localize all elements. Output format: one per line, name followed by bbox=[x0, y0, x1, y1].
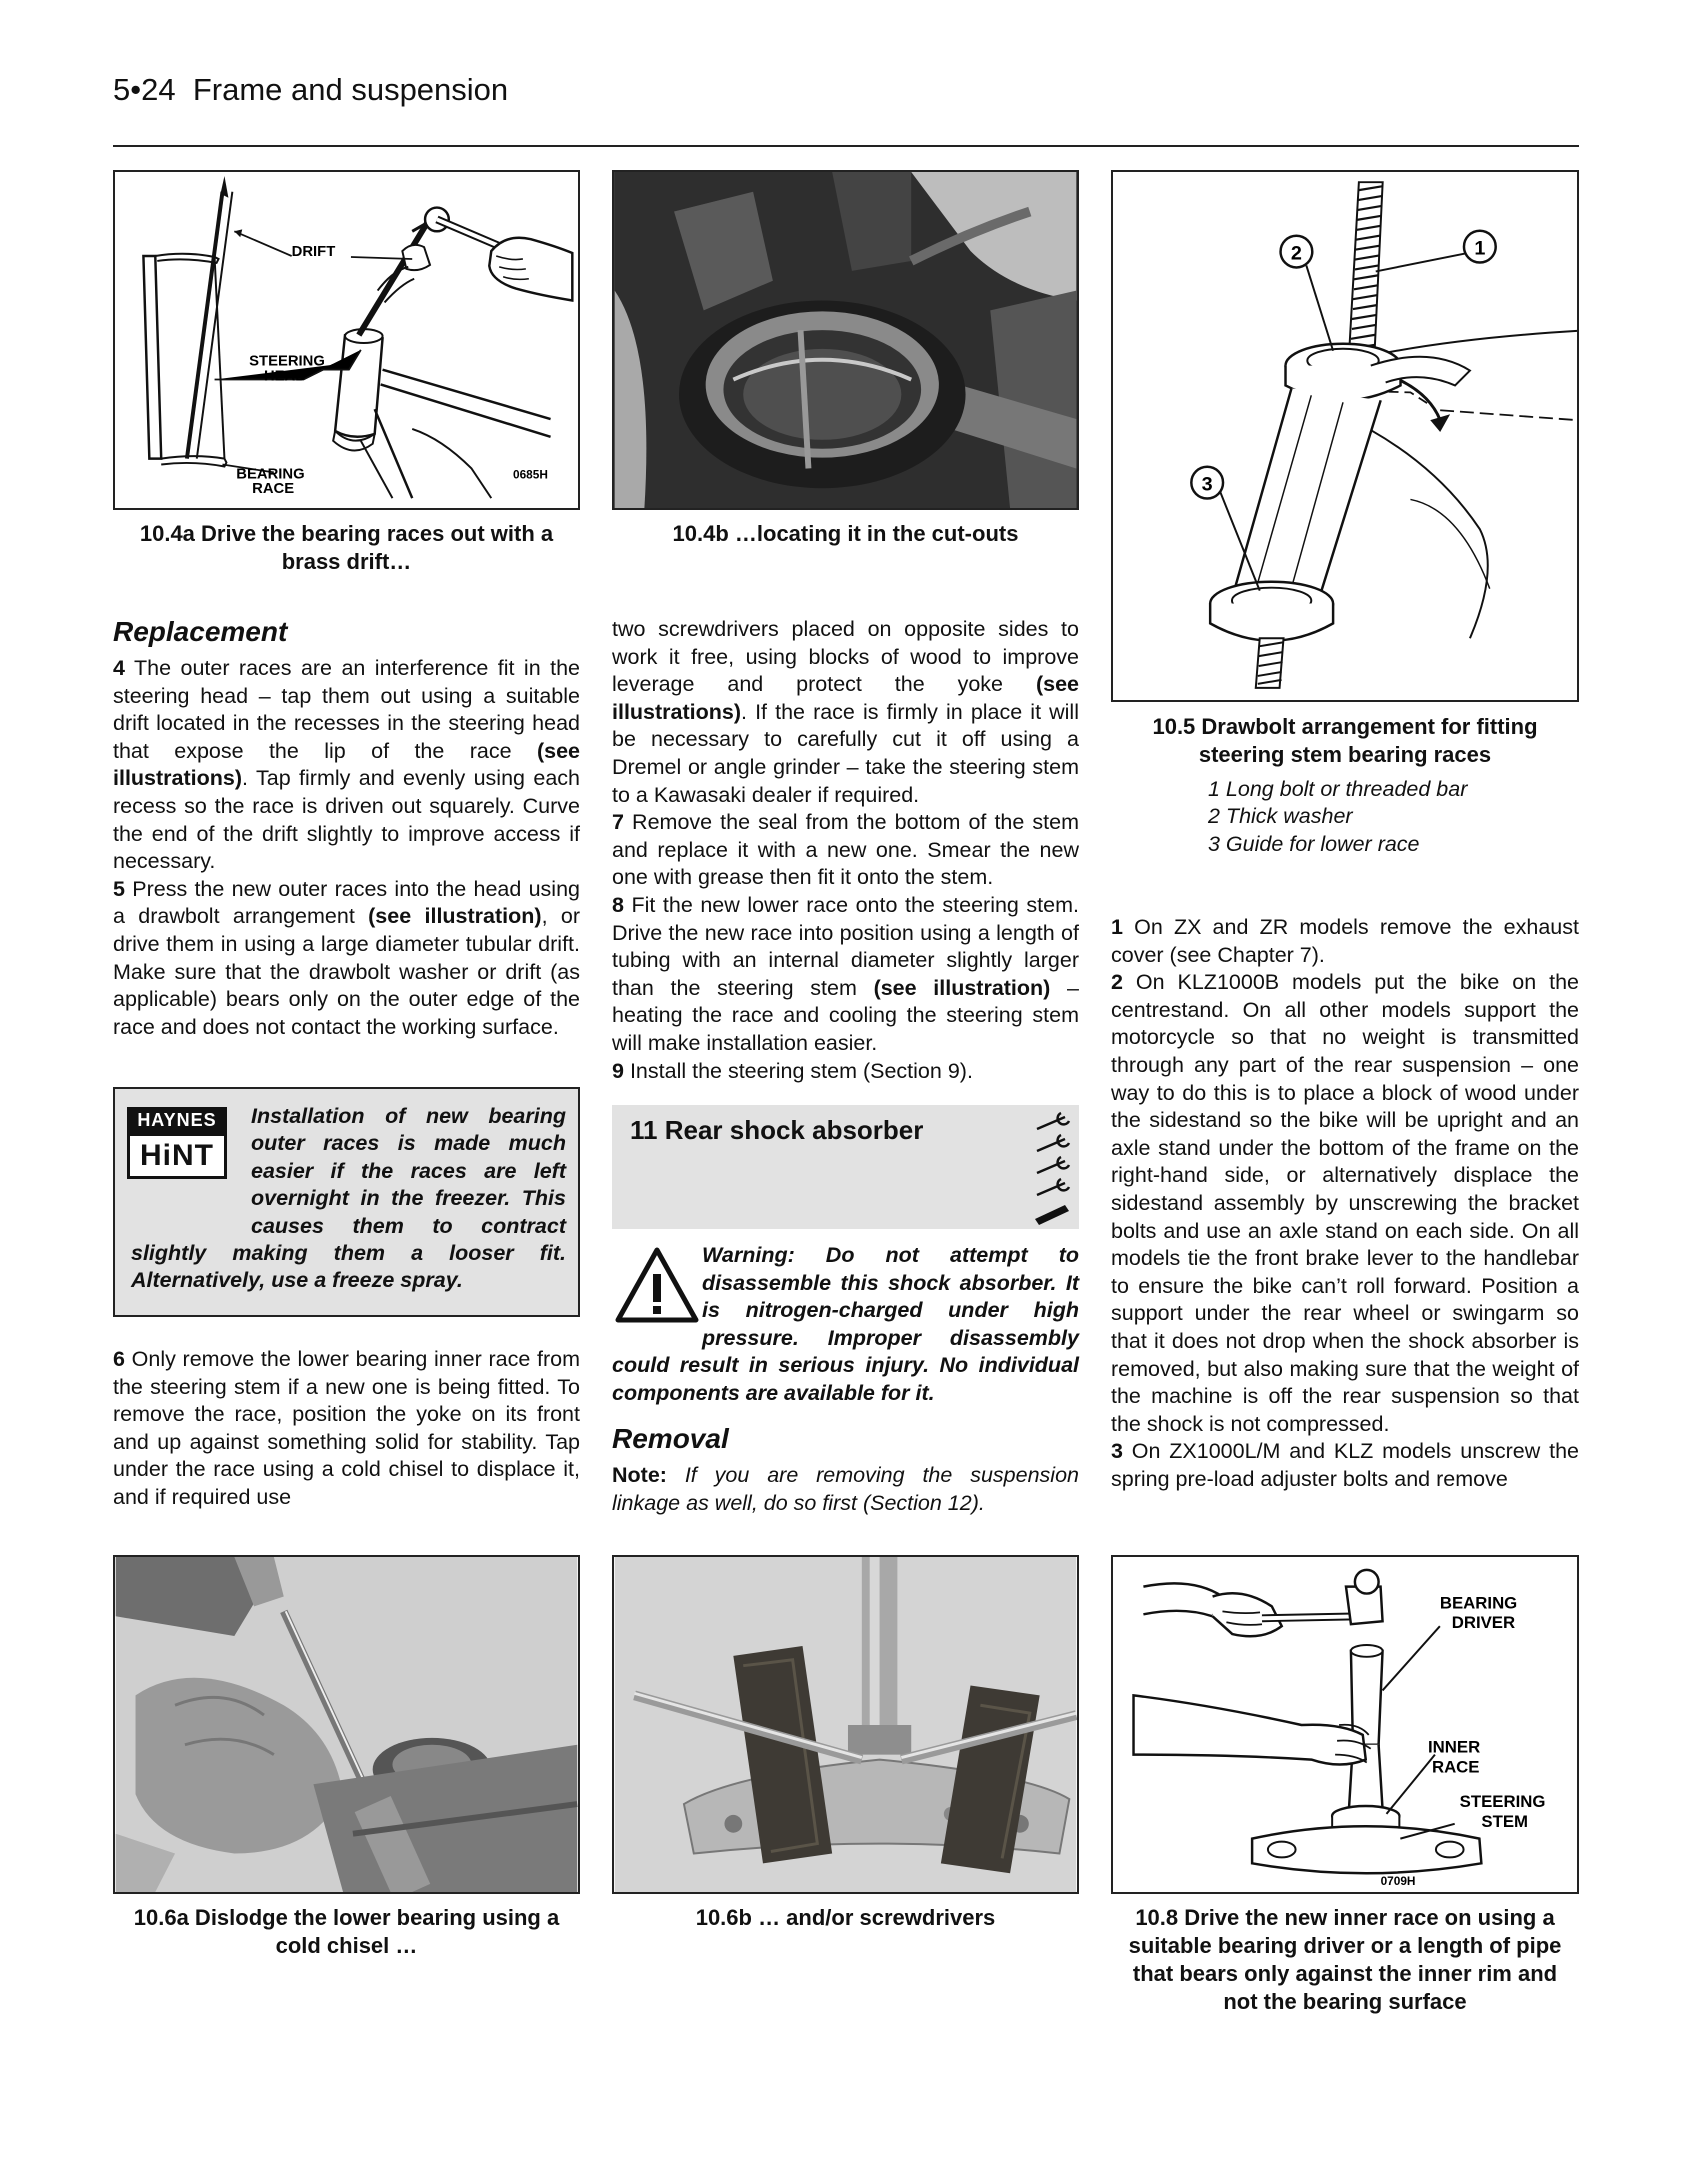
photo-steering-head-cutouts bbox=[614, 172, 1077, 508]
caption-10-4a: 10.4a Drive the bearing races out with a brass drift… bbox=[139, 521, 554, 574]
column-1 bbox=[113, 615, 580, 1041]
haynes-hint-logo: HAYNES HiNT bbox=[127, 1107, 227, 1179]
figure-10-6b bbox=[612, 1555, 1079, 1894]
page-header bbox=[113, 72, 508, 108]
paragraph-7: 7 Remove the seal from the bottom of the stem and replace it with a new one. Smear the new one with grease then fit it onto the stem. bbox=[612, 810, 1079, 890]
callout-1: 1 bbox=[1474, 237, 1486, 260]
label-steering-stem-2: STEM bbox=[1481, 1811, 1528, 1831]
column-2-lower bbox=[612, 1422, 1079, 1517]
label-bearing-race-2: RACE bbox=[252, 481, 295, 498]
warning-text: Warning: Do not attempt to disassemble this shock absorber. It is nitrogen-charged under high pressure. Improper disassembly could result in serious injury. No individual components are available for it. bbox=[612, 1243, 1079, 1405]
column-3 bbox=[1111, 914, 1579, 1493]
label-inner-race-1: INNER bbox=[1428, 1737, 1481, 1757]
caption-10-8: 10.8 Drive the new inner race on using a suitable bearing driver or a length of pipe that bears only against the inner rim and not the bearing surface bbox=[1128, 1905, 1562, 2014]
label-steering-head-1: STEERING bbox=[249, 353, 325, 370]
figure-10-6a bbox=[113, 1555, 580, 1894]
drawbolt-diagram bbox=[1113, 172, 1577, 700]
caption-10-6a: 10.6a Dislodge the lower bearing using a cold chisel … bbox=[133, 1905, 560, 1958]
label-bearing-driver-1: BEARING bbox=[1439, 1593, 1518, 1613]
section-11-header bbox=[612, 1105, 1079, 1229]
label-steering-stem-1: STEERING bbox=[1459, 1792, 1546, 1812]
paragraph-1: 1 On ZX and ZR models remove the exhaust cover (see Chapter 7). bbox=[1111, 915, 1579, 967]
page-number: 5•24 bbox=[113, 72, 176, 107]
hint-text: Installation of new bearing outer races is made much easier if the races are left overnight in the freezer. This causes them to contract slightly making them a looser fit. Alternatively, use a freeze spray. bbox=[131, 1104, 566, 1293]
paragraph-6: 6 Only remove the lower bearing inner race from the steering stem if a new one is being fitted. To remove the race, position the yoke on its front and up against something solid for stability. Tap under the race using a cold chisel to displace it, and if required use bbox=[113, 1347, 580, 1509]
heading-replacement: Replacement bbox=[113, 616, 288, 647]
figure-code: 0709H bbox=[1380, 1874, 1416, 1889]
photo-screwdrivers bbox=[614, 1557, 1077, 1892]
paragraph-8: 8 Fit the new lower race onto the steering stem. Drive the new race into position using a length of tubing with an internal diameter slightly larger than the steering stem (see illustration) – heating the race and cooling the steering stem will make installation easier. bbox=[612, 892, 1079, 1055]
figure-code: 0685H bbox=[513, 467, 548, 482]
header-rule bbox=[113, 145, 1579, 147]
label-steering-head-2: HEAD bbox=[263, 368, 306, 385]
figure-10-4b bbox=[612, 170, 1079, 510]
paragraph-5: 5 Press the new outer races into the head using a drawbolt arrangement (see illustration), or drive them in using a large diameter tubular drift. Make sure that the drawbolt washer or drift (as applicable) bears only on the outer edge of the race and does not contact the working surface. bbox=[113, 876, 580, 1039]
callout-2: 2 bbox=[1290, 242, 1302, 265]
caption-10-6b: 10.6b … and/or screwdrivers bbox=[695, 1905, 996, 1930]
label-inner-race-2: RACE bbox=[1431, 1757, 1480, 1777]
legend-item: 1 Long bolt or threaded bar bbox=[1208, 777, 1468, 801]
legend-item: 2 Thick washer bbox=[1208, 804, 1353, 829]
paragraph-6-cont: two screwdrivers placed on opposite sides to work it free, using blocks of wood to improve leverage and protect the yoke (see illustrations). If the race is firmly in place it will be necessary to carefully cut it off using a Dremel or angle grinder – take the steering stem to a Kawasaki dealer if required. bbox=[612, 617, 1079, 807]
figure-10-8 bbox=[1111, 1555, 1579, 1894]
paragraph-9: 9 Install the steering stem (Section 9). bbox=[612, 1058, 973, 1083]
warning-triangle-icon bbox=[612, 1242, 702, 1332]
spanner-difficulty-icon bbox=[1029, 1107, 1075, 1227]
bearing-driver-diagram bbox=[1113, 1557, 1577, 1892]
haynes-hint-box bbox=[113, 1087, 580, 1317]
chapter-title: Frame and suspension bbox=[192, 72, 509, 107]
figure-10-5 bbox=[1111, 170, 1579, 702]
drift-diagram bbox=[115, 172, 578, 508]
legend-item: 3 Guide for lower race bbox=[1208, 831, 1420, 856]
column-1-lower bbox=[113, 1346, 580, 1512]
heading-removal: Removal bbox=[612, 1423, 729, 1454]
figure-10-5-legend bbox=[1208, 776, 1467, 858]
warning-box bbox=[612, 1242, 1079, 1408]
figure-10-4a bbox=[113, 170, 580, 510]
paragraph-3: 3 On ZX1000L/M and KLZ models unscrew the spring pre-load adjuster bolts and remove bbox=[1111, 1439, 1579, 1491]
photo-cold-chisel bbox=[115, 1557, 578, 1892]
label-drift: DRIFT bbox=[291, 244, 336, 260]
paragraph-4: 4 The outer races are an interference fit in the steering head – tap them out using a suitable drift located in the recesses in the steering head that expose the lip of the race (see illustrations). Tap firmly and evenly using each recess so the race is driven out squarely. Curve the end of the drift slightly to improve access if necessary. bbox=[113, 656, 580, 874]
paragraph-2: 2 On KLZ1000B models put the bike on the centrestand. On all other models support the motorcycle so that no weight is transmitted through any part of the rear suspension – one way to do this is to place a block of wood under the sidestand so the bike will be upright and an axle stand under the bottom of the frame on the right-hand side, or alternatively displace the sidestand assembly by unscrewing the bracket bolts and use an axle stand on each side. On all models tie the front brake lever to the handlebar to ensure the bike can’t roll forward. Position a support under the rear wheel or swingarm so that it does not drop when the shock absorber is removed, but also making sure that the weight of the machine is off the rear suspension so that the shock is not compressed. bbox=[1111, 970, 1579, 1436]
note: Note: If you are removing the suspension linkage as well, do so first (Section 12). bbox=[612, 1463, 1079, 1515]
label-bearing-driver-2: DRIVER bbox=[1451, 1613, 1516, 1633]
section-title: 11 Rear shock absorber bbox=[630, 1115, 924, 1145]
callout-3: 3 bbox=[1201, 473, 1213, 496]
label-bearing-race-1: BEARING bbox=[236, 466, 305, 483]
caption-10-4b: 10.4b …locating it in the cut-outs bbox=[672, 521, 1019, 546]
column-2 bbox=[612, 616, 1079, 1085]
caption-10-5: 10.5 Drawbolt arrangement for fitting steering stem bearing races bbox=[1152, 714, 1538, 767]
